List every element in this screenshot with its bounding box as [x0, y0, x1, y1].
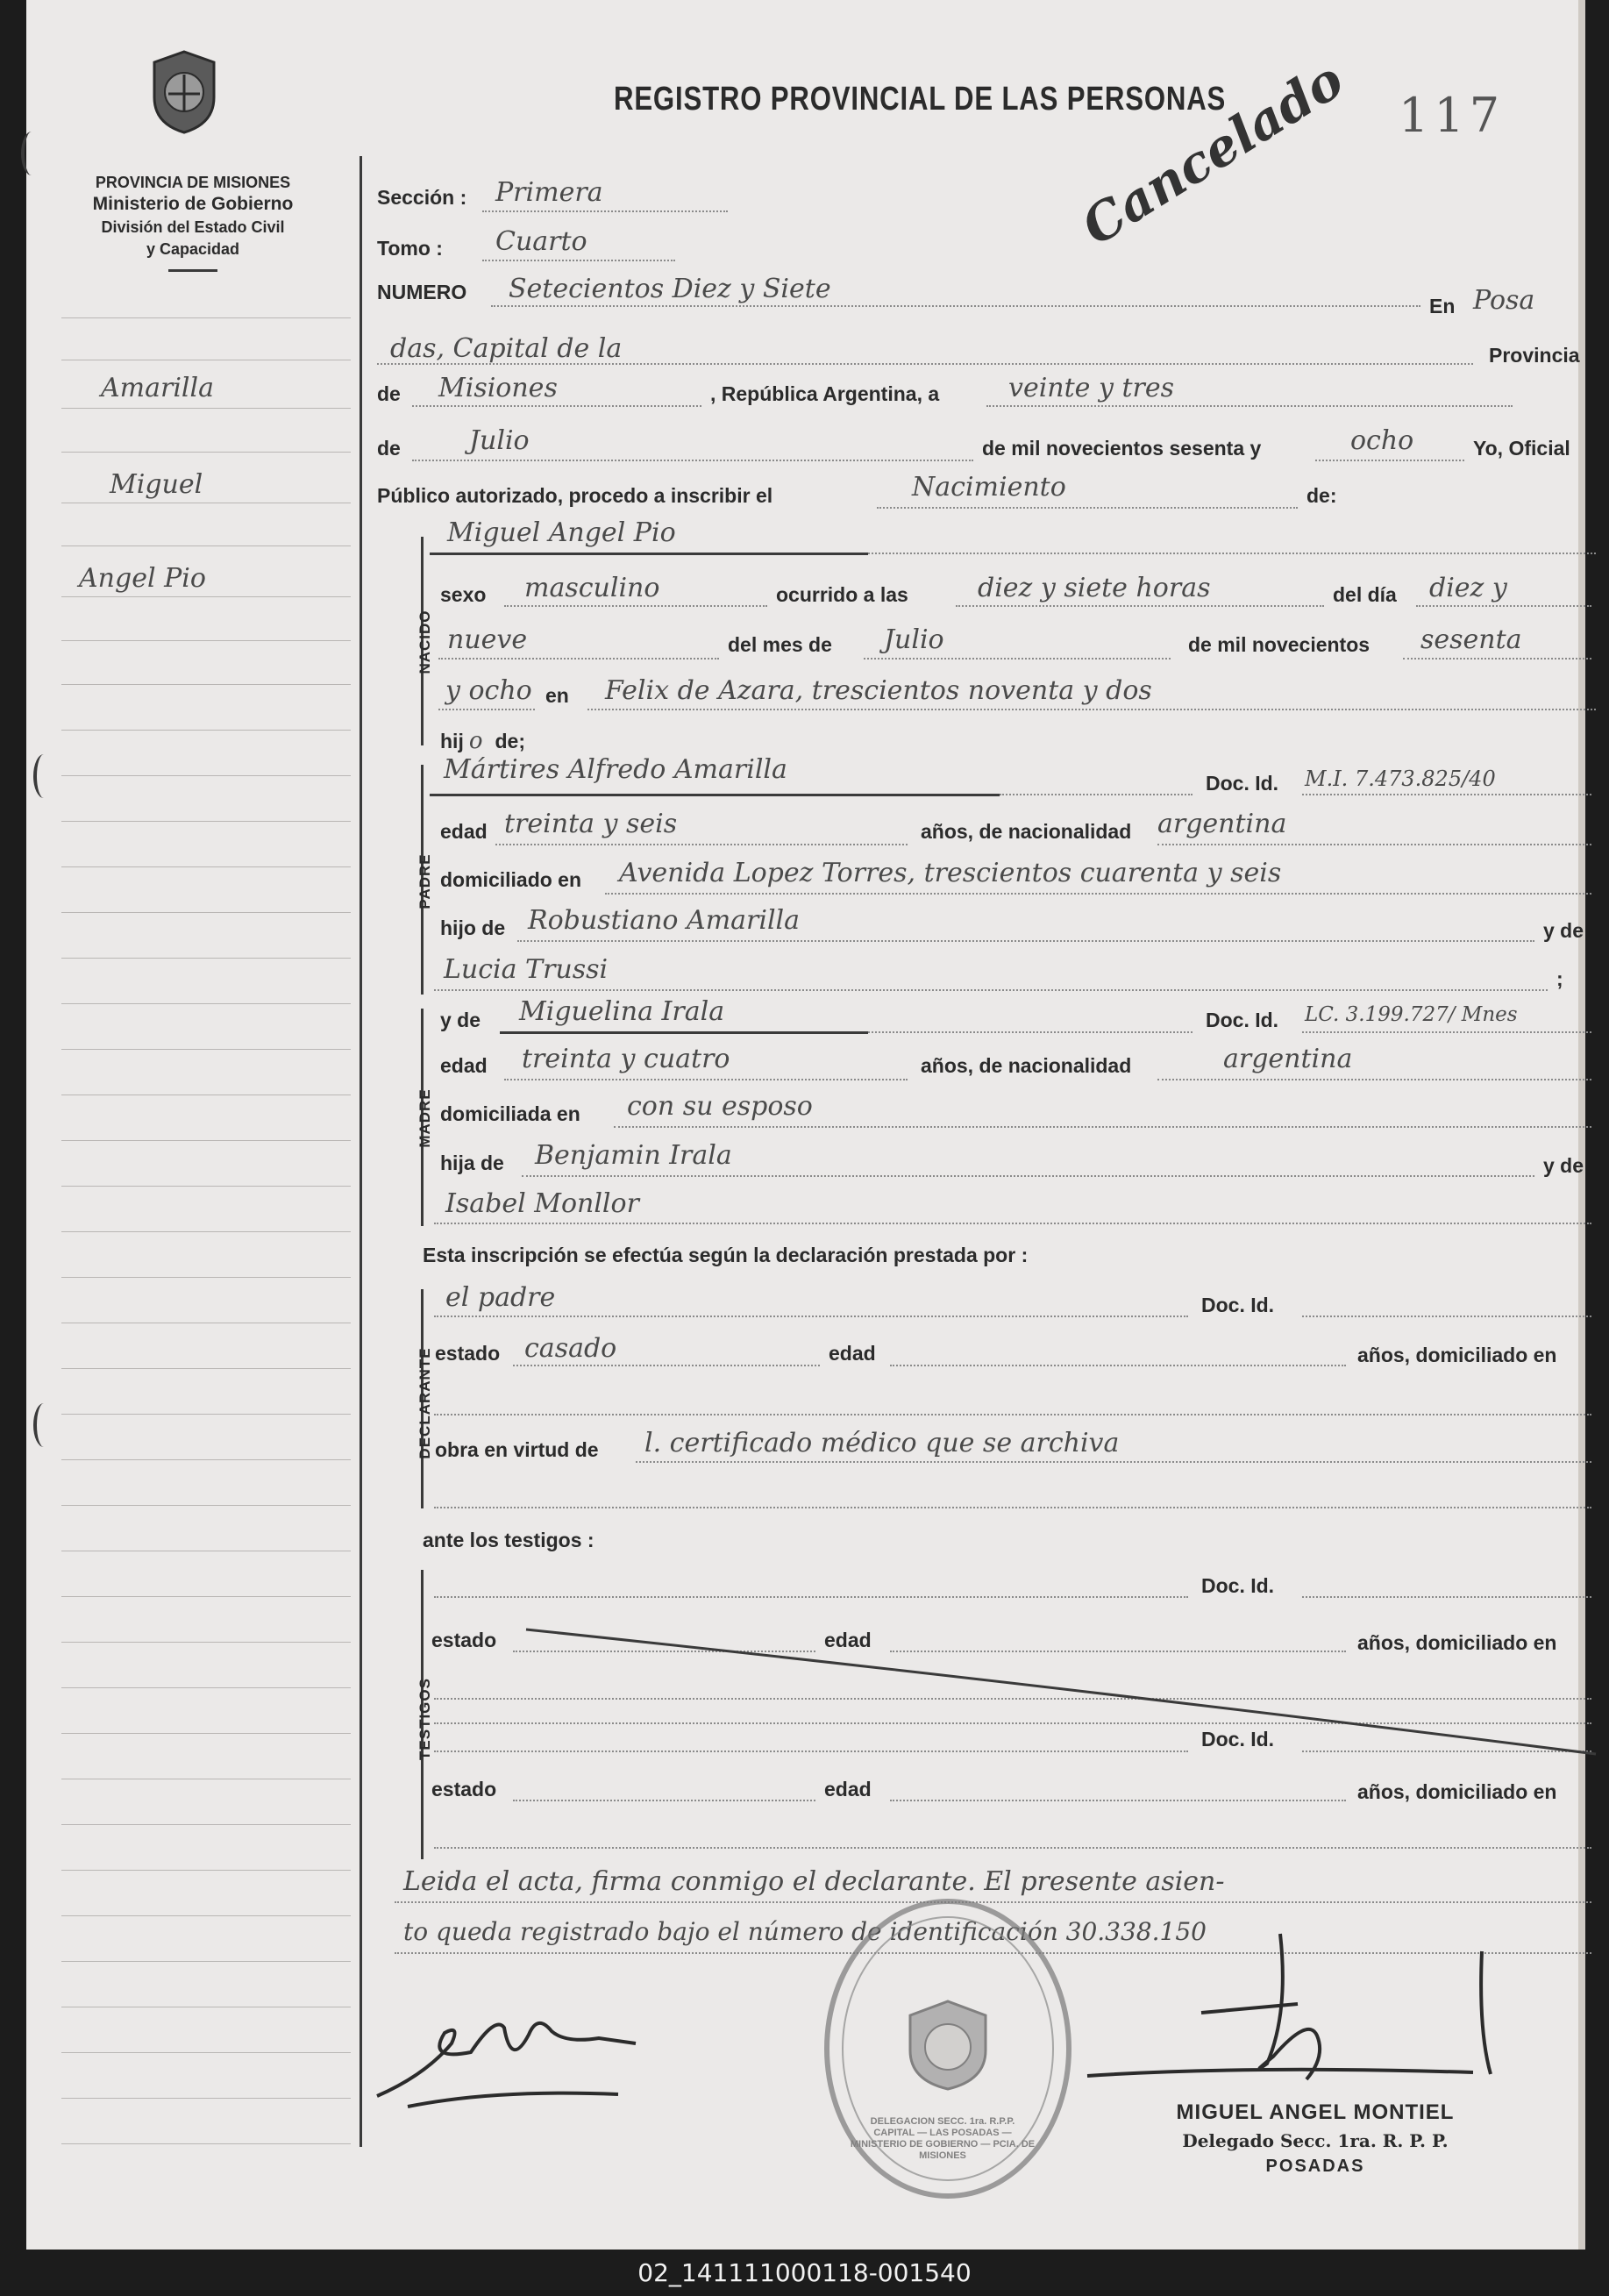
official-city: POSADAS	[1265, 2157, 1365, 2176]
padre-y-de-label: y de	[1543, 919, 1584, 942]
provincia-value: Misiones	[438, 373, 558, 403]
madre-edad-value: treinta y cuatro	[522, 1044, 730, 1074]
padre-semicolon: ;	[1556, 967, 1563, 990]
margin-name-1: Miguel	[110, 469, 203, 500]
declarant-signature	[373, 1991, 644, 2122]
agency-block	[61, 174, 324, 272]
agency-ministry: Ministerio de Gobierno	[92, 194, 294, 214]
binder-hole-lower	[33, 1403, 54, 1447]
declarante-nombre: el padre	[445, 1282, 556, 1313]
agency-division: División del Estado Civil	[101, 218, 285, 236]
padre-doc-label: Doc. Id.	[1206, 772, 1279, 795]
seccion-value: Primera	[495, 177, 603, 208]
official-role: Delegado Secc. 1ra. R. P. P.	[1182, 2130, 1449, 2151]
official-block	[1131, 2100, 1499, 2177]
tomo-label: Tomo :	[377, 237, 443, 260]
testigo1-doc-label: Doc. Id.	[1201, 1574, 1275, 1597]
madre-edad-label: edad	[440, 1054, 488, 1077]
image-code-footer: 02_141111000118-001540	[0, 2250, 1609, 2296]
hijo-de-label: de;	[495, 730, 525, 752]
declaracion-text: Esta inscripción se efectúa según la declaración prestada por :	[423, 1244, 1029, 1266]
cancel-stroke	[517, 1622, 1605, 1763]
lugar-value-b: das, Capital de la	[390, 333, 623, 364]
declarante-edad-label: edad	[829, 1342, 876, 1365]
dia-value-a: diez y	[1429, 573, 1507, 603]
cancelled-annotation: Cancelado	[1071, 49, 1354, 257]
sexo-value: masculino	[524, 573, 660, 603]
official-signature	[1070, 1925, 1561, 2109]
hijo-label: hij	[440, 730, 464, 752]
binder-hole-top	[21, 132, 42, 175]
madre-nac-label: años, de nacionalidad	[921, 1054, 1132, 1077]
agency-province: PROVINCIA DE MISIONES	[95, 174, 291, 191]
madre-padre-de: Benjamin Irala	[535, 1140, 732, 1171]
testigo2-edad-label: edad	[824, 1778, 872, 1800]
madre-y-de-label-2: y de	[1543, 1154, 1584, 1177]
closing-line-1: Leida el acta, firma conmigo el declarante. El presente asien-	[403, 1866, 1225, 1897]
madre-doc-label: Doc. Id.	[1206, 1009, 1279, 1031]
binder-hole-middle	[33, 754, 54, 798]
tomo-value: Cuarto	[495, 226, 587, 257]
padre-edad-value: treinta y seis	[504, 809, 678, 839]
page-number: 117	[1399, 88, 1506, 143]
mil-nacido-label: de mil novecientos	[1188, 633, 1370, 656]
declarante-obra: l. certificado médico que se archiva	[644, 1428, 1120, 1458]
numero-value: Setecientos Diez y Siete	[509, 274, 831, 304]
padre-madre-de: Lucia Trussi	[444, 954, 609, 985]
padre-nac-label: años, de nacionalidad	[921, 820, 1132, 843]
testigos-ante-label: ante los testigos :	[423, 1529, 594, 1551]
testigo1-edad-label: edad	[824, 1629, 872, 1651]
padre-doc-value: M.I. 7.473.825/40	[1305, 767, 1496, 791]
testigo2-anos-label: años, domiciliado en	[1357, 1780, 1557, 1803]
padre-nacionalidad: argentina	[1157, 809, 1287, 839]
anio-nacido-b: y ocho	[445, 675, 532, 706]
seal-text: DELEGACION SECC. 1ra. R.P.P. CAPITAL — LAS POSADAS — MINISTERIO DE GOBIERNO — PCIA. DE MISIONES	[850, 2116, 1036, 2161]
hijo-line	[440, 728, 525, 754]
acto-value: Nacimiento	[912, 472, 1066, 503]
de-colon-label: de:	[1306, 484, 1337, 507]
testigo1-anos-label: años, domiciliado en	[1357, 1631, 1557, 1654]
publico-label: Público autorizado, procedo a inscribir el	[377, 484, 773, 507]
declarante-estado-label: estado	[435, 1342, 501, 1365]
testigos-section-label: TESTIGOS	[416, 1678, 433, 1760]
closing-line-2: to queda registrado bajo el número de identificación 30.338.150	[403, 1917, 1207, 1946]
padre-hijo-de-label: hijo de	[440, 916, 506, 939]
de-label: de	[377, 382, 401, 405]
ocurrido-label: ocurrido a las	[776, 583, 908, 606]
hora-value: diez y siete horas	[978, 573, 1211, 603]
provincia-label: Provincia	[1489, 344, 1580, 367]
lugar-nacido-value: Felix de Azara, trescientos noventa y dos	[605, 675, 1152, 706]
padre-padre-de: Robustiano Amarilla	[528, 905, 801, 936]
lugar-value-a: Posa	[1473, 285, 1535, 316]
anio-nacido-a: sesenta	[1420, 624, 1522, 655]
hijo-suffix: o	[468, 728, 483, 754]
del-dia-label: del día	[1333, 583, 1397, 606]
sexo-label: sexo	[440, 583, 487, 606]
official-seal	[824, 1899, 1071, 2199]
padre-nombre: Mártires Alfredo Amarilla	[444, 754, 787, 785]
madre-nombre: Miguelina Irala	[519, 996, 725, 1027]
oficial-label: Yo, Oficial	[1473, 437, 1570, 460]
seal-emblem-icon	[900, 1996, 996, 2093]
agency-capacity: y Capacidad	[146, 240, 240, 258]
de2-label: de	[377, 437, 401, 460]
margin-surname: Amarilla	[101, 373, 215, 403]
declarante-estado: casado	[524, 1333, 617, 1364]
madre-doc-value: LC. 3.199.727/ Mnes	[1305, 1003, 1518, 1026]
declarante-doc-label: Doc. Id.	[1201, 1294, 1275, 1316]
republica-label: , República Argentina, a	[710, 382, 940, 405]
padre-section-label: PADRE	[416, 853, 433, 909]
testigo2-doc-label: Doc. Id.	[1201, 1728, 1275, 1751]
declarante-section-label: DECLARANTE	[416, 1347, 433, 1459]
madre-domicilio: con su esposo	[627, 1091, 813, 1122]
mes-value: Julio	[469, 425, 530, 456]
testigo1-estado-label: estado	[431, 1629, 497, 1651]
margin-name-2: Angel Pio	[79, 563, 206, 594]
numero-label: NUMERO	[377, 281, 467, 303]
madre-nacionalidad: argentina	[1223, 1044, 1353, 1074]
padre-edad-label: edad	[440, 820, 488, 843]
document-page	[26, 0, 1585, 2250]
declarante-anos-label: años, domiciliado en	[1357, 1344, 1557, 1366]
testigo2-estado-label: estado	[431, 1778, 497, 1800]
madre-dom-label: domiciliada en	[440, 1102, 580, 1125]
declarante-obra-label: obra en virtud de	[435, 1438, 599, 1461]
del-mes-label: del mes de	[728, 633, 832, 656]
dia-value: veinte y tres	[1008, 373, 1174, 403]
mil-label: de mil novecientos sesenta y	[982, 437, 1262, 460]
official-name: MIGUEL ANGEL MONTIEL	[1176, 2100, 1455, 2124]
nacido-nombre: Miguel Angel Pio	[447, 517, 676, 548]
padre-dom-label: domiciliado en	[440, 868, 582, 891]
dia-value-b: nueve	[447, 624, 528, 655]
nacido-section-label: NACIDO	[416, 610, 433, 674]
en-nacido-label: en	[545, 684, 569, 707]
coat-of-arms-icon	[149, 48, 219, 136]
document-title: REGISTRO PROVINCIAL DE LAS PERSONAS	[614, 81, 1227, 118]
anio-value: ocho	[1350, 425, 1414, 456]
en-label: En	[1429, 295, 1456, 317]
margin-rule	[360, 156, 362, 2147]
madre-madre-de: Isabel Monllor	[445, 1188, 639, 1219]
madre-hija-de-label: hija de	[440, 1152, 504, 1174]
madre-y-de-label: y de	[440, 1009, 481, 1031]
madre-section-label: MADRE	[416, 1088, 433, 1148]
seccion-label: Sección :	[377, 186, 467, 209]
padre-domicilio: Avenida Lopez Torres, trescientos cuarenta y seis	[619, 858, 1282, 888]
mes-nacido-value: Julio	[884, 624, 944, 655]
